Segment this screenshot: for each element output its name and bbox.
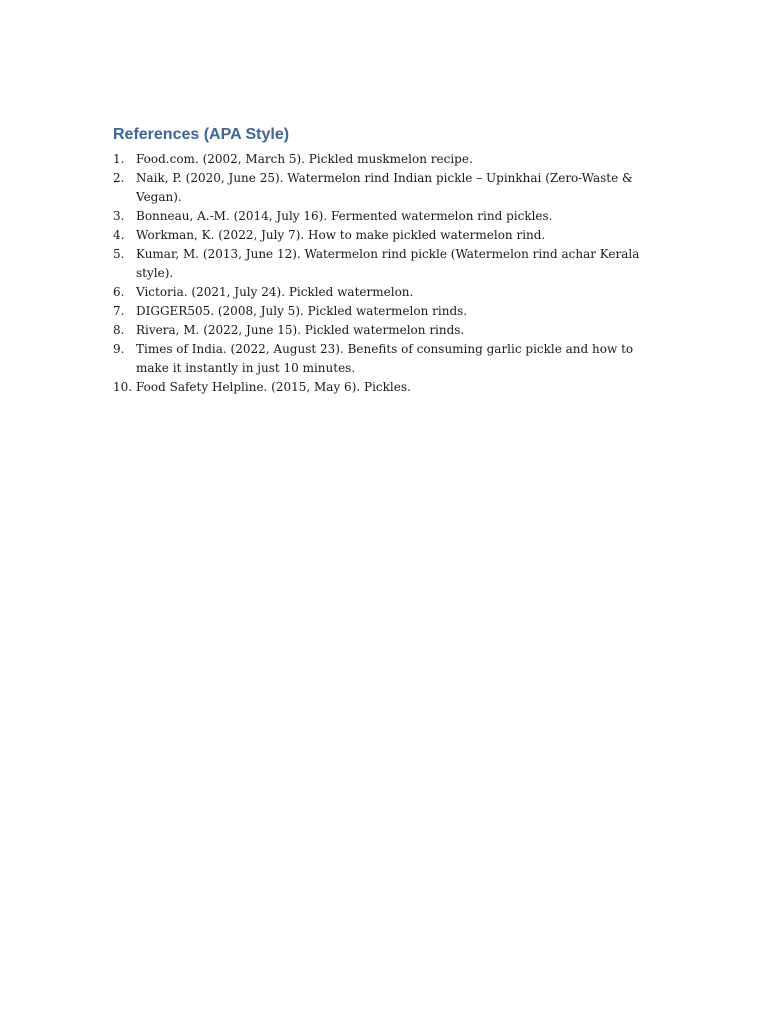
reference-text: Rivera, M. (2022, June 15). Pickled watermelon rinds.: [136, 323, 465, 337]
reference-number: 5.: [113, 247, 125, 261]
reference-number: 7.: [113, 304, 125, 318]
reference-item: [113, 321, 658, 340]
reference-text: Times of India. (2022, August 23). Benefits of consuming garlic pickle and how to make it instantly in just 10 minutes.: [136, 342, 634, 375]
reference-item: [113, 226, 658, 245]
reference-item: [113, 150, 658, 169]
reference-list: [113, 150, 658, 397]
reference-number: 6.: [113, 285, 125, 299]
reference-text: Food.com. (2002, March 5). Pickled muskmelon recipe.: [136, 152, 473, 166]
reference-text: Kumar, M. (2013, June 12). Watermelon rind pickle (Watermelon rind achar Kerala style).: [136, 247, 640, 280]
references-section: [113, 124, 658, 397]
reference-number: 8.: [113, 323, 125, 337]
reference-item: [113, 283, 658, 302]
reference-text: DIGGER505. (2008, July 5). Pickled watermelon rinds.: [136, 304, 468, 318]
reference-number: 4.: [113, 228, 125, 242]
reference-item: [113, 169, 658, 207]
reference-text: Victoria. (2021, July 24). Pickled watermelon.: [136, 285, 414, 299]
reference-number: 1.: [113, 152, 125, 166]
reference-text: Naik, P. (2020, June 25). Watermelon rind Indian pickle – Upinkhai (Zero-Waste & Vegan).: [136, 171, 633, 204]
reference-text: Food Safety Helpline. (2015, May 6). Pickles.: [136, 380, 411, 394]
reference-number: 9.: [113, 342, 125, 356]
references-heading: References (APA Style): [113, 126, 290, 143]
reference-number: 2.: [113, 171, 125, 185]
reference-text: Bonneau, A.-M. (2014, July 16). Fermented watermelon rind pickles.: [136, 209, 553, 223]
reference-text: Workman, K. (2022, July 7). How to make pickled watermelon rind.: [136, 228, 546, 242]
reference-item: [113, 340, 658, 378]
reference-number: 3.: [113, 209, 125, 223]
reference-item: [113, 378, 658, 397]
reference-item: [113, 207, 658, 226]
reference-item: [113, 302, 658, 321]
reference-number: 10.: [113, 380, 133, 394]
reference-item: [113, 245, 658, 283]
